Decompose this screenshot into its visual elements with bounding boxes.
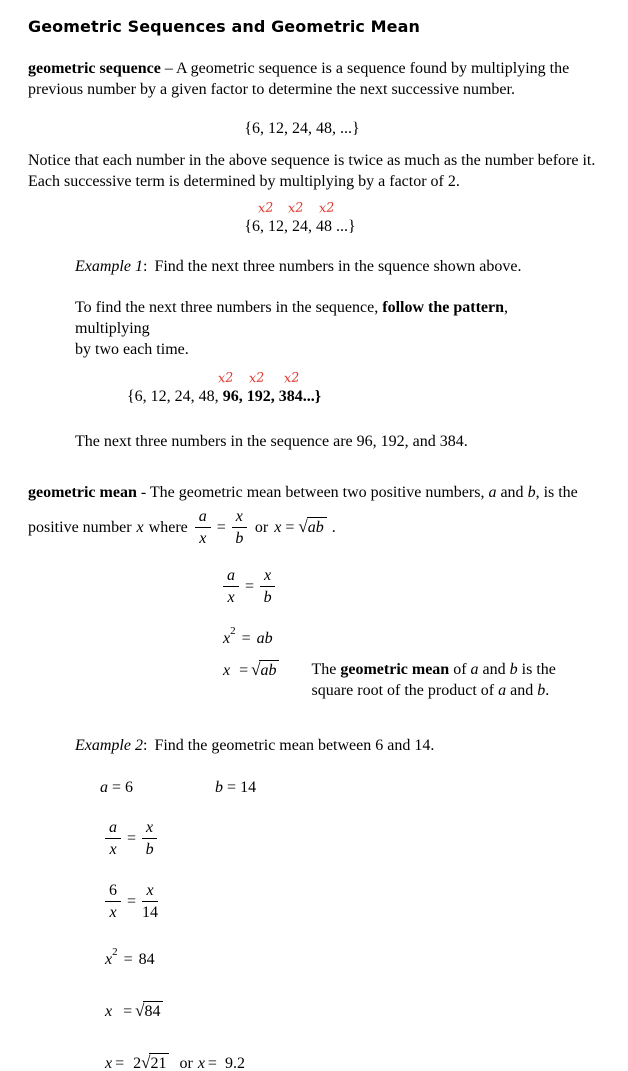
- fraction-numerator: x: [232, 507, 247, 528]
- square-root-expression: [141, 1053, 169, 1071]
- fraction-denominator: 14: [142, 904, 159, 921]
- times-two-annotation: x2: [217, 370, 235, 387]
- times-two-annotation: x2: [256, 200, 274, 217]
- example2-prompt: Find the geometric mean between 6 and 14.: [154, 737, 435, 754]
- text-run: of: [449, 661, 471, 678]
- variable-x: x: [223, 661, 231, 679]
- text-run: b: [509, 661, 518, 678]
- sequence-text: {6, 12, 24, 48 ...}: [244, 218, 356, 235]
- text-run: a: [498, 682, 507, 699]
- fraction-numerator: a: [223, 566, 239, 587]
- radicand: ab: [259, 660, 279, 680]
- fraction-denominator: x: [199, 529, 207, 547]
- equals-sign: =: [227, 779, 237, 796]
- equation-x-root-84: [105, 1000, 600, 1022]
- text-run: Each successive term is determined by multiplying by a factor of 2.: [28, 173, 460, 190]
- fraction-x-over-b: [232, 507, 247, 548]
- text-run: - The geometric mean between two positive numbers,: [136, 484, 489, 501]
- geometric-mean-note: [311, 659, 600, 701]
- example2-label: Example 2: [75, 737, 143, 754]
- text-run: , is the: [535, 484, 578, 501]
- value: 6: [125, 779, 134, 796]
- equation-x-root-ab-row: [223, 659, 600, 701]
- radical-icon: √: [141, 1053, 151, 1071]
- definition-geometric-mean-formula: [28, 506, 600, 548]
- value: 14: [240, 779, 257, 796]
- variable-x: x: [197, 1054, 205, 1071]
- fraction-x-over-b: [260, 566, 275, 607]
- fraction-a-over-x: [105, 818, 121, 859]
- variable-b: b: [215, 779, 224, 796]
- fraction-numerator: 6: [105, 881, 121, 902]
- radical-icon: √: [298, 517, 308, 536]
- fraction-numerator: x: [260, 566, 275, 587]
- coefficient: 2: [133, 1054, 142, 1071]
- variable-x: x: [105, 1002, 113, 1020]
- sequence-annotated-row: [28, 216, 600, 237]
- text-run: follow the pattern: [382, 299, 504, 316]
- fraction-denominator: b: [235, 529, 244, 547]
- equation-x-squared-84: x 2 = 84: [105, 946, 155, 968]
- text-run: b: [537, 682, 546, 699]
- text-run: – A geometric sequence is a sequence found by multiplying the: [160, 60, 570, 77]
- page-title: Geometric Sequences and Geometric Mean: [28, 17, 421, 36]
- radicand: 21: [149, 1053, 169, 1071]
- approx-value: 9.2: [224, 1054, 245, 1071]
- equation-x-root-ab: [223, 659, 279, 681]
- text-run: , multiplying: [75, 299, 508, 337]
- equals-sign: =: [285, 518, 295, 536]
- text-run: geometric sequence: [28, 60, 161, 77]
- fraction-x-over-b: [142, 818, 157, 859]
- definition-text: positive number: [28, 518, 132, 536]
- variable-a: a: [100, 779, 108, 796]
- radical-icon: √: [135, 1001, 145, 1020]
- variable-x: x: [105, 950, 113, 968]
- fraction-denominator: b: [263, 589, 272, 606]
- example2-colon: :: [142, 737, 148, 754]
- fraction-x-over-14: [142, 881, 158, 922]
- text-run: and: [496, 484, 528, 501]
- fraction-6-over-x: [105, 881, 121, 922]
- example2-givens: [100, 777, 600, 798]
- times-two-annotation: x2: [287, 200, 305, 217]
- text-run: by two each time.: [75, 341, 189, 358]
- text-run: and: [478, 661, 510, 678]
- text-run: .: [545, 682, 550, 699]
- radicand: ab: [307, 517, 327, 537]
- equals-sign: =: [245, 578, 255, 595]
- fraction-denominator: x: [109, 904, 117, 921]
- text-run: previous number by a given factor to determine the next successive number.: [28, 81, 515, 98]
- notice-paragraph: [28, 150, 600, 192]
- annotation-group: [258, 200, 335, 217]
- equation-x-squared-ab: x 2 = ab: [223, 625, 273, 647]
- text-run: To find the next three numbers in the sequence,: [75, 299, 383, 316]
- text-run: Notice that each number in the above sequence is twice as much as the number before it.: [28, 152, 596, 169]
- equals-sign: =: [241, 629, 251, 647]
- equals-sign: =: [115, 1054, 125, 1071]
- example1-result: The next three numbers in the sequence are 96, 192, and 384.: [75, 433, 468, 450]
- equation-proportion-values: [105, 881, 600, 922]
- equals-sign: =: [123, 950, 133, 968]
- fraction-numerator: a: [195, 507, 211, 528]
- radicand: 84: [143, 1001, 163, 1021]
- given-a: [100, 779, 133, 796]
- value: 84: [138, 950, 155, 968]
- variable-x: x: [223, 629, 231, 647]
- equation-final-answer: [105, 1052, 600, 1071]
- sequence-text: {6, 12, 24, 48, ...}: [244, 120, 360, 137]
- definition-text: where: [148, 518, 188, 536]
- fraction-numerator: x: [142, 818, 157, 839]
- fraction-denominator: x: [109, 841, 117, 858]
- multiply-annotation-row: [218, 370, 600, 386]
- equals-sign: =: [216, 518, 226, 536]
- text-run: a: [488, 484, 497, 501]
- definition-geometric-mean: [28, 482, 600, 503]
- equals-sign: =: [127, 893, 137, 910]
- example1-explanation: [75, 297, 580, 360]
- fraction-denominator: b: [145, 841, 154, 858]
- example1-label: Example 1: [75, 258, 143, 275]
- example1-colon: :: [142, 258, 148, 275]
- equals-sign: =: [239, 661, 249, 679]
- text-run: and: [506, 682, 538, 699]
- or-text: or: [179, 1054, 193, 1071]
- text-run: geometric mean: [340, 661, 450, 678]
- text-run: square root of the product of: [311, 682, 499, 699]
- example1-sequence: [127, 386, 600, 407]
- multiply-annotation-row: [28, 200, 600, 216]
- square-root-expression: [135, 1001, 163, 1021]
- radical-icon: √: [251, 660, 261, 679]
- variable-x: x: [274, 518, 282, 536]
- variable-x: x: [136, 518, 144, 536]
- equals-sign: =: [112, 779, 122, 796]
- equals-sign: =: [207, 1054, 217, 1071]
- text-run: is the: [517, 661, 556, 678]
- product-ab: ab: [256, 629, 273, 647]
- text-run: 96, 192, 384...}: [222, 388, 321, 405]
- text-run: {6, 12, 24, 48,: [127, 388, 223, 405]
- example1-prompt-line: [75, 256, 600, 277]
- text-run: b: [527, 484, 536, 501]
- equals-sign: =: [123, 1002, 133, 1020]
- example2-prompt-line: [75, 735, 600, 756]
- square-root-expression: [251, 660, 279, 680]
- times-two-annotation: x2: [283, 370, 301, 387]
- fraction-denominator: x: [227, 589, 235, 606]
- sequence-display-row: [28, 118, 600, 139]
- given-b: [215, 779, 256, 796]
- or-text: or: [254, 518, 269, 536]
- text-run: The: [311, 661, 341, 678]
- text-run: a: [470, 661, 479, 678]
- fraction-numerator: x: [142, 881, 157, 902]
- text-run: geometric mean: [28, 484, 137, 501]
- fraction-a-over-x: [195, 507, 211, 548]
- square-root-expression: [298, 517, 326, 537]
- variable-x: x: [105, 1054, 113, 1071]
- times-two-annotation: x2: [318, 200, 335, 217]
- equals-sign: =: [127, 830, 137, 847]
- fraction-numerator: a: [105, 818, 121, 839]
- example1-prompt: Find the next three numbers in the squence shown above.: [154, 258, 522, 275]
- equation-proportion-general: [105, 818, 600, 859]
- equation-proportion: [223, 566, 600, 607]
- fraction-a-over-x: [223, 566, 239, 607]
- times-two-annotation: x2: [247, 370, 265, 387]
- period: .: [331, 518, 336, 536]
- definition-geometric-sequence: [28, 58, 600, 100]
